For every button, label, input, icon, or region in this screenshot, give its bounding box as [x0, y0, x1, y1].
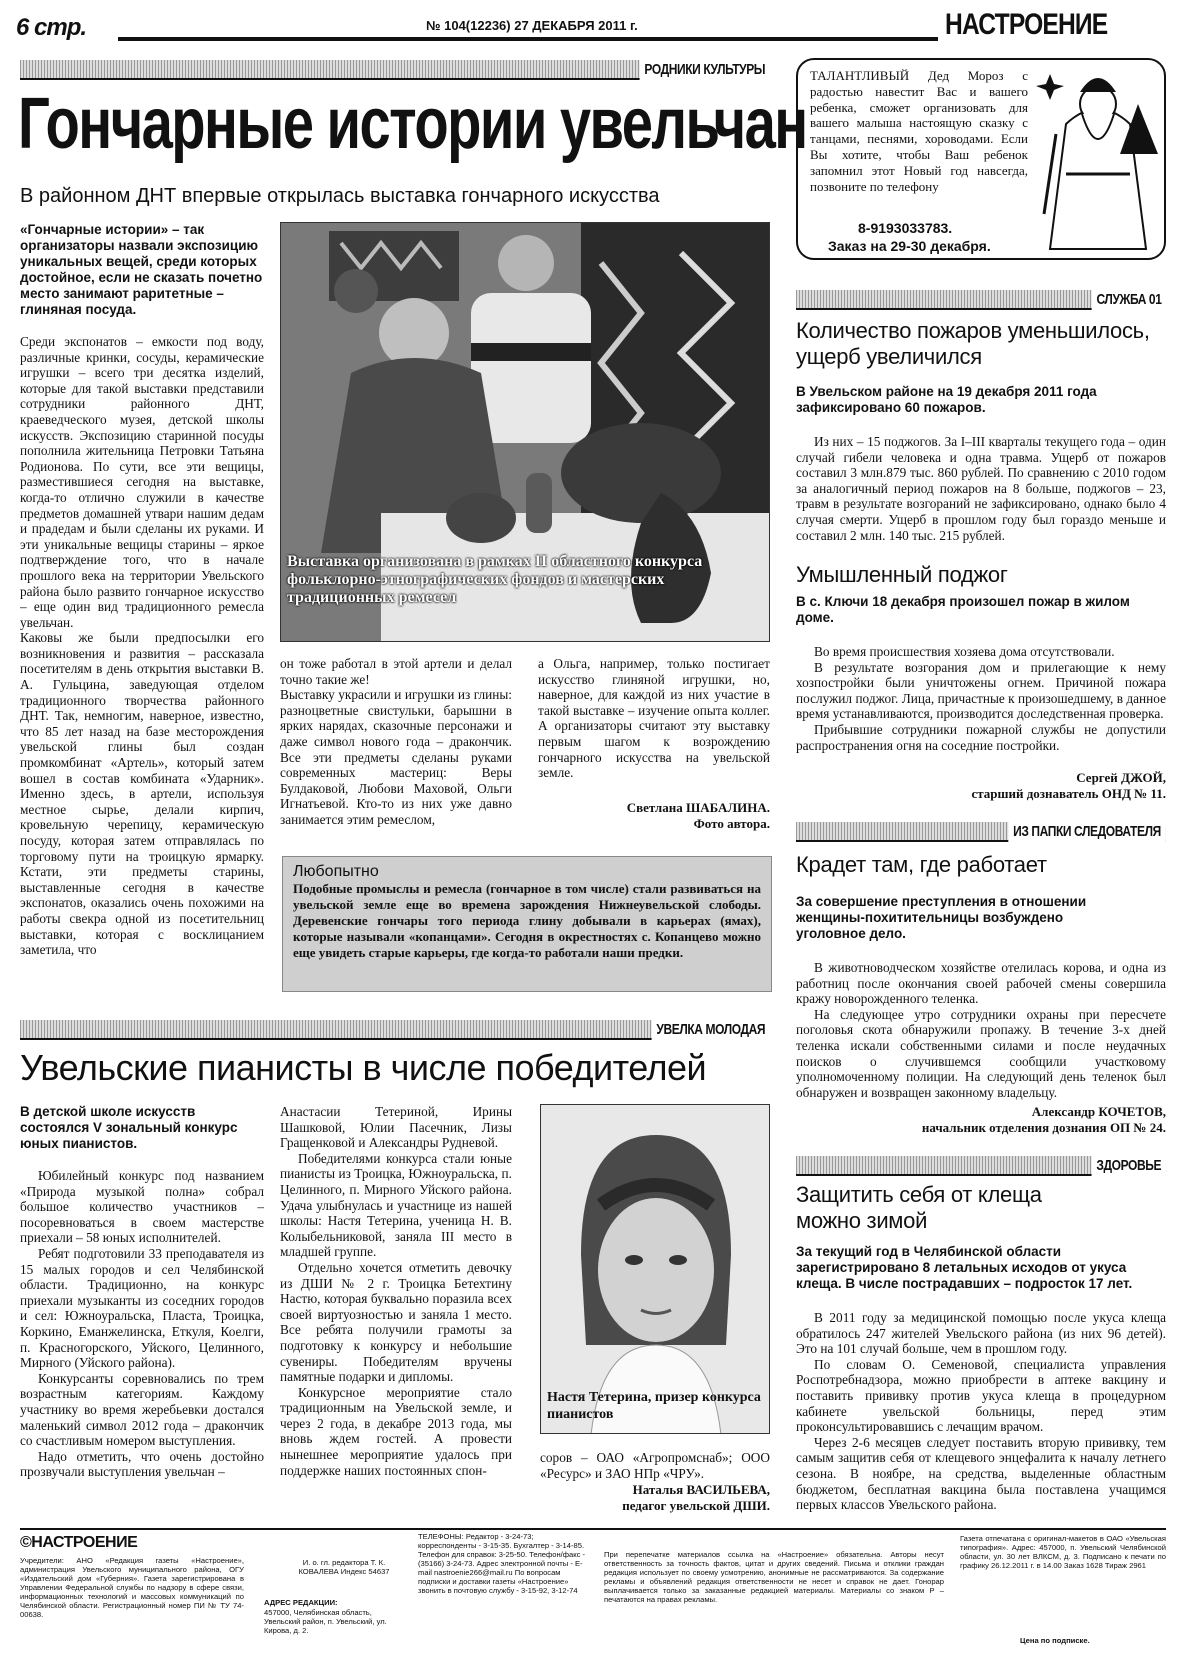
imprint-editor: И. о. гл. редактора Т. К. КОВАЛЕВА Индекс 54637 — [298, 1558, 390, 1576]
pianist-photo-caption: Настя Тетерина, призер конкурса пианистов — [547, 1390, 761, 1422]
fire-sub-body — [796, 644, 1166, 753]
author-title: старший дознаватель ОНД № 11. — [971, 786, 1166, 801]
paragraph: Отдельно хочется отметить девочку из ДШИ № 2 г. Троицка Бетехтину Настю, которая буквально поразила всех своей виртуозностью и заняла 1 место. Все ребята получили грамоты за подготовку к конкурсу и небольшие сувениры. Победителям вручены памятные подарки и дипломы. — [280, 1259, 512, 1385]
imprint-printed: Газета отпечатана с оригинал-макетов в ОАО «Увельская типография». Адрес: 457000, п. Увельский Челябинской области, ул. 30 лет ВЛКСМ, д. 3. Подписано к печати по графику 26.12.2011 г. в 14.00 Заказ 1628 Тираж 2961 — [960, 1534, 1166, 1570]
author-title: начальник отделения дознания ОП № 24. — [921, 1120, 1166, 1135]
pianists-col2 — [280, 1104, 512, 1516]
pianists-col1 — [20, 1168, 264, 1516]
paragraph: Юбилейный конкурс под названием «Природа музыкой полна» собрал большое количество участников – посоревноваться в своем мастерстве приехали – 58 юных исполнителей. — [20, 1168, 264, 1246]
author-name: Сергей ДЖОЙ, — [1076, 770, 1166, 785]
paragraph: По словам О. Семеновой, специалиста управления Роспотребнадзора, можно приобрести в аптеке вакцину и поставить прививку против укуса клеща в процедурном кабинете увельской больницы, перед этим проконсультировавшись с лечащим врачом. — [796, 1356, 1166, 1435]
pianists-col3 — [540, 1450, 770, 1481]
ad-order: Заказ на 29-30 декабря. — [828, 238, 991, 254]
paragraph: Выставку украсили и игрушки из глины: разноцветные свистульки, барышни в ярких нарядах, сказочные персонажи и даже символ нового года – дракончик. Все эти предметы сделаны руками современных мастериц: Веры Булдаковой, Любови Маховой, Ольги Игнатьевой. Кто-то из них уже давно занимается этим ремеслом, — [280, 687, 512, 827]
paragraph: В результате возгорания дом и прилегающие к нему хозпостройки были уничтожены огнем. Причиной пожара послужил поджог. Лица, причастные к произошедшему, в данное время устанавливаются, производится доследственная проверка. — [796, 659, 1166, 722]
crime-lead: За совершение преступления в отношении женщины-похитительницы возбуждено уголовное дело. — [796, 894, 1087, 941]
masthead-rule — [118, 37, 938, 41]
imprint-phones: ТЕЛЕФОНЫ: Редактор - 3-24-73; корреспонденты - 3-15-35. Бухгалтер - 3-14-85. Телефон для справок: 3-25-50. Телефон/факс - (35166) 3-24-73. Адрес электронной почты - E-mail nastroenie266@mail.ru По вопросам подписки и доставки газеты «Настроение» звонить в почтовую службу - 3-15-92, 3-12-74 — [418, 1532, 586, 1595]
imprint-notice: При перепечатке материалов ссылка на «Настроение» обязательна. Авторы несут ответственность за точность фактов, цитат и других сведений. Письма и отклики граждан редакция использует по своему усмотрению, анонимные не рассматриваются. За содержание рекламы и объявлений редакция ответственности не несет и справок не дает. Гонорар выплачивается только за заказанные редакцией материалы. Материалы со знаком Р – печатаются на правах рекламы. — [604, 1550, 944, 1604]
imprint — [20, 1528, 1166, 1646]
paragraph: В 2011 году за медицинской помощью после укуса клеща обратилось 247 жителей Увельского района (из них 96 детей). Это на 101 случай больше, чем в прошлом году. — [796, 1310, 1166, 1357]
rubric-culture: РОДНИКИ КУЛЬТУРЫ — [20, 60, 770, 80]
fire-body — [796, 434, 1166, 543]
health-body — [796, 1310, 1166, 1513]
article-col1 — [20, 334, 264, 996]
paragraph: а Ольга, например, только постигает искусство глиняной игрушки, но, наверное, для каждой из них участие в такой выставке – изучение опыта коллег. А организаторы считают эту выставку первым шагом к возрождению гончарного искусства на увельской земле. — [538, 656, 770, 781]
ad-phone: 8-9193033783. — [858, 220, 953, 236]
imprint-address: 457000, Челябинская область, Увельский район, п. Увельский, ул. Кирова, д. 2. — [264, 1608, 387, 1635]
fire-author — [796, 770, 1166, 802]
pianists-lead: В детской школе искусств состоялся V зональный конкурс юных пианистов. — [20, 1104, 238, 1151]
article-col2 — [280, 656, 512, 828]
photo-caption: Выставка организована в рамках II областного конкурса фольклорно-этнографических фондов и мастерских традиционных ремесел — [287, 553, 703, 606]
paragraph: Во время происшествия хозяева дома отсутствовали. — [814, 644, 1115, 659]
fire-lead: В Увельском районе на 19 декабря 2011 года зафиксировано 60 пожаров. — [796, 384, 1097, 415]
rubric-fire: СЛУЖБА 01 — [796, 290, 1166, 310]
fire-sub-lead: В с. Ключи 18 декабря произошел пожар в жилом доме. — [796, 594, 1130, 625]
ded-moroz-illustration — [1036, 64, 1160, 254]
article-title: Гончарные истории увельчан — [18, 84, 807, 164]
imprint-logo: ©НАСТРОЕНИЕ — [20, 1534, 138, 1551]
crime-title: Крадет там, где работает — [796, 852, 1047, 877]
paragraph: Конкурсное мероприятие стало традиционным на Увельской земле, и через 2 года, в декабре 2013 года, мы вновь ждем гостей. А провести нынешнее мероприятие удалось при поддержке наших постоянных спон- — [280, 1384, 512, 1478]
author-name: Александр КОЧЕТОВ, — [1031, 1104, 1166, 1119]
photo-credit: Фото автора. — [693, 816, 770, 831]
crime-body — [796, 960, 1166, 1100]
paragraph: Через 2-6 месяцев следует поставить вторую прививку, тем самым защитив себя от клещевого энцефалита к началу летнего сезона. В ноябре, на средства, выделенные областным бюджетом, бесплатная вакцина была поставлена учащимся первых классов Увельского района. — [796, 1434, 1166, 1513]
issue-info: № 104(12236) 27 ДЕКАБРЯ 2011 г. — [420, 18, 644, 33]
article-author — [538, 800, 770, 832]
paper-name: НАСТРОЕНИЕ — [945, 8, 1108, 41]
paragraph: В животноводческом хозяйстве отелилась корова, и одна из работниц после окончания своей рабочей смены совершила кражу новорожденного теленка. — [796, 960, 1166, 1007]
pianists-author — [540, 1482, 770, 1514]
imprint-address-title: АДРЕС РЕДАКЦИИ: — [264, 1598, 338, 1607]
imprint-founders: Учредители: АНО «Редакция газеты «Настроение», администрация Увельского муниципального района, ОГУ «Издательский дом «Губерния». Газета зарегистрирована в Управлении Федеральной службы по надзору в сфере связи, информационных технологий и массовых коммуникаций по Челябинской области. Регистрационный номер ПИ № ТУ 74-00638. — [20, 1556, 244, 1619]
paragraph: Победителями конкурса стали юные пианисты из Троицка, Южноуральска, п. Целинного, п. Мирного Уйского района. Удача улыбнулась и участнице из нашей школы: Настя Тетерина, ученица Н. В. Колыбельниковой, заняла III место в младшей группе. — [280, 1150, 512, 1260]
rubric-health: ЗДОРОВЬЕ — [796, 1156, 1166, 1176]
rubric-crime: ИЗ ПАПКИ СЛЕДОВАТЕЛЯ — [796, 822, 1166, 842]
author-name: Светлана ШАБАЛИНА. — [626, 800, 770, 815]
imprint-price: Цена по подписке. — [1020, 1636, 1090, 1645]
paragraph: соров – ОАО «Агропромснаб»; ООО «Ресурс» и ЗАО НПр «ЧРУ». — [540, 1450, 770, 1481]
article-lead: «Гончарные истории» – так организаторы назвали экспозицию уникальных вещей, среди которых достойное, если не сказать почетно место занимают раритетные – глиняная посуда. — [20, 222, 263, 317]
ad-text: ТАЛАНТЛИВЫЙ Дед Мороз с радостью навестит Вас и вашего ребенка, сможет организовать для вашего малыша настоящую сказку с танцами, песнями, хороводами. Если Вы хотите, чтобы Ваш ребенок запомнил этот Новый год навсегда, позвоните по телефону — [810, 68, 1028, 194]
paragraph: На следующее утро сотрудники охраны при пересчете поголовья скота обнаружили пропажу. В течение 3-х дней теленка искали собственными силами и после неудачных поисков о случившемся сообщили участковому уполномоченному полиции. На следующий день теленок был обнаружен и возвращен законному владельцу. — [796, 1006, 1166, 1100]
pianist-photo — [540, 1104, 770, 1434]
paragraph: Прибывшие сотрудники пожарной службы не допустили распространения огня на соседние постройки. — [796, 721, 1166, 753]
author-title: педагог увельской ДШИ. — [622, 1498, 770, 1513]
masthead — [0, 0, 1186, 46]
paragraph: Среди экспонатов – емкости под воду, различные кринки, сосуды, керамические игрушки – всего три десятка изделий, которые для такой выставки представили сотрудники районного ДНТ, краеведческого музея, детской школы искусств. Экспозицию старинной посуды пополнила жительница Петровки Татьяна Родионова. По сути, все эти вещицы, разместившиеся сегодня на выставке, когда-то отлично служили в качестве предметов домашней утвари нашим дедам и прадедам и были сделаны их руками. И эти уникальные вещицы старины – яркое подтверждение того, что в начале прошлого века на территории Увельского района было развито гончарное искусство – еще один вид традиционного ремесла увельчан. — [20, 334, 264, 630]
article-col3 — [538, 656, 770, 781]
rubric-youth: УВЕЛКА МОЛОДАЯ — [20, 1020, 770, 1040]
box-title: Любопытно — [293, 863, 379, 880]
article-subtitle: В районном ДНТ впервые открылась выставка гончарного искусства — [20, 185, 660, 207]
page-number: 6 стр. — [16, 14, 87, 41]
box-text: Подобные промыслы и ремесла (гончарное в том числе) стали развиваться на увельской земле еще во времена зарождения Нижнеувельской слободы. Деревенские гончары того периода глину добывали в карьерах (ямах), которые называли «копанцами». Сегодня в окрестностях с. Копанцево можно еще увидеть старые карьеры, где когда-то работали наши предки. — [293, 881, 761, 960]
paragraph: Ребят подготовили 33 преподавателя из 15 малых городов и сел Челябинской области. Традиционно, на конкурс приехали музыканты из соседних городов и сел: Южноуральска, Пласта, Троицка, Коркино, Еманжелинска, Еткуля, Коелги, п. Красногорского, Уйского, Целинного, Мирного (Уйского района). — [20, 1245, 264, 1371]
pianist-photo-image — [541, 1105, 770, 1434]
paragraph: Анастасии Тетериной, Ирины Шашковой, Юлии Пасечник, Лизы Гращенковой и Александры Рудневой. — [280, 1104, 512, 1151]
crime-author — [796, 1104, 1166, 1136]
fire-sub-title: Умышленный поджог — [796, 562, 1008, 587]
exhibition-photo — [280, 222, 770, 642]
paragraph: Каковы же были предпосылки его возникновения и развития – рассказала посетителям в день открытия выставки В. А. Гульцина, заведующая отделом традиционного творчества районного ДНТ. Так, немногим, наверное, известно, что 85 лет назад на базе месторождения увельской глины был создан промкомбинат «Артель», который затем вошел в состав комбината «Ударник». Именно здесь, в артели, используя местное сырье, делали кирпич, кровельную черепицу, керамическую посуду, которая затем отправлялась по торговому пути на троицкую ярмарку. Кстати, эти предметы старины, выставленные сегодня в качестве экспонатов, оказались очень похожими на работы свекра одной из посетительниц выставки, которая с восклицанием заметила, что — [20, 630, 264, 958]
paragraph: Надо отметить, что очень достойно прозвучали выступления увельчан – — [20, 1448, 264, 1480]
author-name: Наталья ВАСИЛЬЕВА, — [632, 1482, 770, 1497]
paragraph: он тоже работал в этой артели и делал точно такие же! — [280, 656, 512, 687]
paragraph: Из них – 15 поджогов. За I–III кварталы текущего года – один случай гибели человека и одна травма. Ущерб от пожаров составил 3 млн.879 тыс. 860 рублей. По сравнению с 2010 годом за аналогичный период пожаров на 8 больше, поджогов – 23, травм в результате возгораний не зафиксировано, однако было 4 случая смерти. Ущерб в прошлом году был гораздо меньше и составил 2 млн. 140 тыс. 215 рублей. — [796, 434, 1166, 543]
fire-title: Количество пожаров уменьшилось, ущерб увеличился — [796, 318, 1150, 369]
health-lead: За текущий год в Челябинской области зарегистрировано 8 летальных исходов от укуса клеща. В числе пострадавших – подросток 17 лет. — [796, 1244, 1133, 1291]
paragraph: Конкурсанты соревновались по трем возрастным категориям. Каждому участнику во время жеребьевки достался маленький символ 2012 года – дракончик со счастливым номером выступления. — [20, 1370, 264, 1449]
health-title: Защитить себя от клеща можно зимой — [796, 1182, 1042, 1233]
curious-box — [282, 856, 772, 992]
ded-moroz-ad — [796, 58, 1166, 260]
pianists-title: Увельские пианисты в числе победителей — [20, 1047, 707, 1088]
